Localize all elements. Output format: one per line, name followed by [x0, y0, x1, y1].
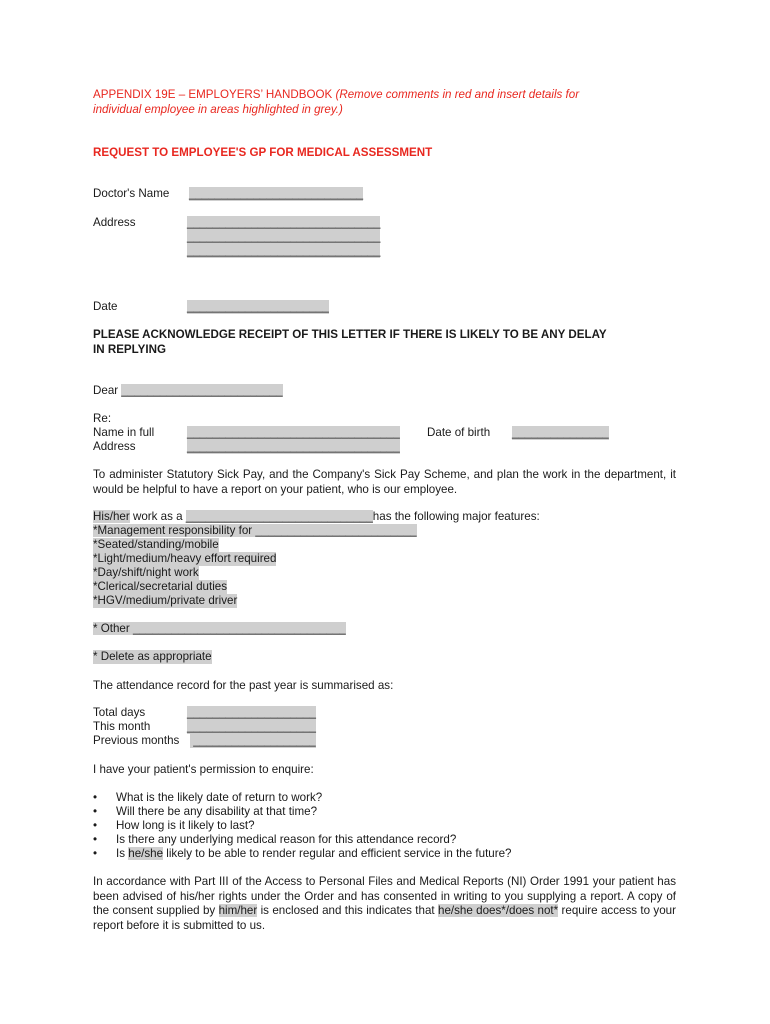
page-title: REQUEST TO EMPLOYEE'S GP FOR MEDICAL ASSESSMENT: [93, 146, 433, 159]
salutation: [93, 384, 283, 398]
bullet-item: [93, 791, 322, 805]
this-month-label: This month: [93, 720, 151, 733]
date-of-birth-field[interactable]: _______________: [512, 426, 609, 439]
other-line: [93, 622, 346, 636]
bullet-icon: •: [93, 819, 98, 832]
consent-paragraph: [93, 875, 676, 933]
he-she-field[interactable]: he/she: [128, 847, 164, 860]
other-field[interactable]: _________________________________: [129, 622, 346, 635]
bullet-item: [93, 847, 512, 861]
re-label: Re:: [93, 412, 112, 425]
acknowledge-line2: IN REPLYING: [93, 343, 167, 356]
feature-clerical[interactable]: *Clerical/secretarial duties: [93, 580, 228, 593]
bullet-icon: •: [93, 791, 98, 804]
bullet-text: What is the likely date of return to work?: [116, 791, 323, 804]
date-of-birth-label: Date of birth: [427, 426, 491, 439]
re-address-field[interactable]: _________________________________: [187, 440, 400, 453]
address-field-line1[interactable]: ______________________________: [187, 216, 381, 229]
address-field-line2[interactable]: ______________________________: [187, 230, 381, 243]
bullet-icon: •: [93, 805, 98, 818]
intro-paragraph: To administer Statutory Sick Pay, and the Company's Sick Pay Scheme, and plan the work in the department, it would be helpful to have a report on your patient, who is our employee.: [93, 468, 676, 496]
job-title-field[interactable]: _____________________________: [185, 510, 373, 523]
previous-months-field[interactable]: ___________________: [190, 734, 316, 747]
delete-note: * Delete as appropriate: [93, 650, 212, 663]
bullet-item: [93, 805, 317, 819]
bullet-text: How long is it likely to last?: [116, 819, 255, 832]
dear-label: Dear: [93, 384, 119, 397]
attendance-intro: The attendance record for the past year is summarised as:: [93, 679, 394, 692]
feature-seated[interactable]: *Seated/standing/mobile: [93, 538, 219, 551]
name-in-full-field[interactable]: _________________________________: [187, 426, 400, 439]
appendix-note: (Remove comments in red and insert details for: [335, 88, 580, 101]
total-days-field[interactable]: ____________________: [187, 706, 316, 719]
permission-text: I have your patient's permission to enquire:: [93, 763, 314, 776]
doctor-name-field[interactable]: ___________________________: [189, 187, 364, 200]
work-line: [93, 510, 540, 524]
date-field[interactable]: ______________________: [187, 300, 329, 313]
features-text: has the following major features:: [372, 510, 540, 523]
appendix-title: APPENDIX 19E – EMPLOYERS’ HANDBOOK: [93, 88, 333, 101]
management-label[interactable]: *Management responsibility for: [93, 524, 253, 537]
bullet-icon: •: [93, 847, 98, 860]
feature-shift[interactable]: *Day/shift/night work: [93, 566, 199, 579]
bullet-item: [93, 819, 255, 833]
consent-text-2: is enclosed and this indicates that: [257, 904, 438, 917]
appendix-heading: [93, 88, 579, 102]
bullet-item: [93, 833, 456, 847]
previous-months-label: Previous months: [93, 734, 180, 747]
total-days-label: Total days: [93, 706, 146, 719]
doctor-name-label: Doctor's Name: [93, 187, 170, 200]
other-label[interactable]: * Other: [93, 622, 130, 635]
date-label: Date: [93, 300, 118, 313]
dear-field[interactable]: _________________________: [121, 384, 283, 397]
consent-text-3: require access to your report before it is submitted to us.: [93, 904, 676, 932]
does-not-field[interactable]: he/she does*/does not*: [438, 904, 559, 917]
management-field[interactable]: _________________________: [252, 524, 417, 537]
consent-text-1: In accordance with Part III of the Access to Personal Files and Medical Reports (NI) Order 1991 your patient has been advised of his/her rights under the Order and has consented in writing to you supplying a report. A copy of the consent supplied by: [93, 875, 676, 917]
feature-effort[interactable]: *Light/medium/heavy effort required: [93, 552, 277, 565]
this-month-field[interactable]: ____________________: [187, 720, 316, 733]
him-her-field[interactable]: him/her: [218, 904, 258, 917]
his-her-field[interactable]: His/her: [93, 510, 130, 523]
appendix-note-line2: individual employee in areas highlighted in grey.): [93, 103, 343, 116]
acknowledge-line1: PLEASE ACKNOWLEDGE RECEIPT OF THIS LETTER IF THERE IS LIKELY TO BE ANY DELAY: [93, 328, 607, 341]
address-field-line3[interactable]: ______________________________: [187, 244, 381, 257]
feature-management: [93, 524, 417, 538]
work-as-text: work as a: [129, 510, 186, 523]
bullet-icon: •: [93, 833, 98, 846]
bullet-text: Will there be any disability at that time?: [116, 805, 318, 818]
bullet-text: Is there any underlying medical reason for this attendance record?: [116, 833, 457, 846]
name-in-full-label: Name in full: [93, 426, 155, 439]
feature-driver[interactable]: *HGV/medium/private driver: [93, 594, 238, 607]
bullet-text: Is: [116, 847, 129, 860]
re-address-label: Address: [93, 440, 136, 453]
address-label: Address: [93, 216, 136, 229]
bullet-text-end: likely to be able to render regular and efficient service in the future?: [163, 847, 512, 860]
